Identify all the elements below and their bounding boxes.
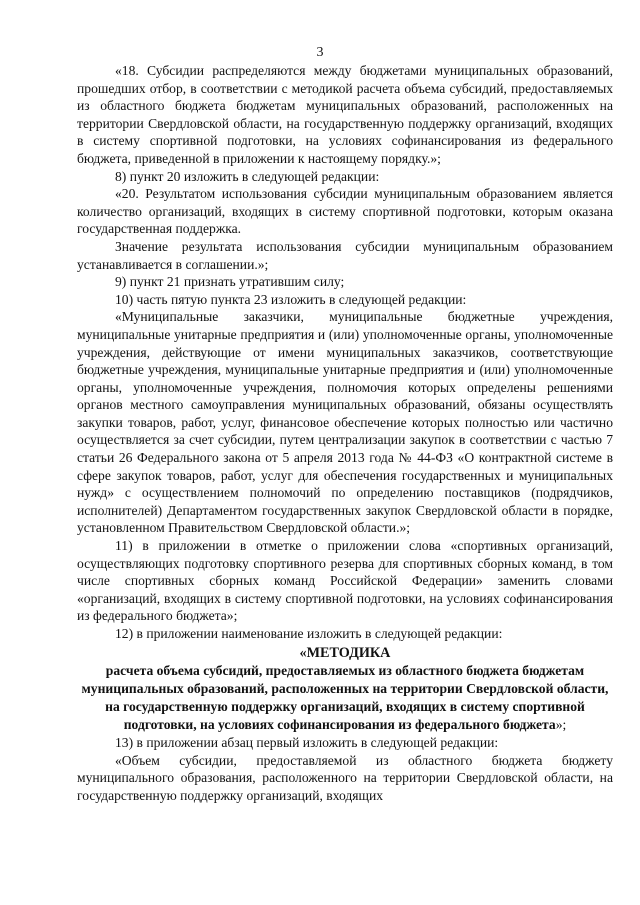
paragraph-procurement: «Муниципальные заказчики, муниципальные бюджетные учреждения, муниципальные унитарные предприятия и (или) уполномоченные органы, уполномоченные учреждения, действующие от имени муниципальных заказчиков, соответствующие бюджетные учреждения, муниципальные унитарные предприятия и (или) уполномоченные органы, уполномоченные учреждения, полномочия которых определены решениями органов местного самоуправления муниципальных образований, обязаны осуществлять закупки товаров, работ, услуг, финансовое обеспечение которых полностью или частично осуществляется за счет субсидии, путем централизации закупок в соответствии с частью 7 статьи 26 Федерального закона от 5 апреля 2013 года № 44-ФЗ «О контрактной системе в сфере закупок товаров, работ, услуг для обеспечения государственных и муниципальных нужд» с осуществлением полномочий по определению поставщиков (подрядчиков, исполнителей) Департаментом государственных закупок Свердловской области в порядке, установленном Правительством Свердловской области.»; — [77, 309, 613, 536]
methodology-heading — [77, 662, 613, 734]
paragraph-item-8: 8) пункт 20 изложить в следующей редакции: — [115, 168, 380, 184]
document-body — [77, 62, 613, 805]
paragraph-item-9: 9) пункт 21 признать утратившим силу; — [115, 274, 345, 290]
paragraph-subsidy-volume: «Объем субсидии, предоставляемой из областного бюджета бюджету муниципального образования, расположенного на территории Свердловской области, на государственную поддержку организаций, входящих — [77, 752, 613, 803]
page-number: 3 — [316, 45, 324, 60]
paragraph-item-10: 10) часть пятую пункта 23 изложить в следующей редакции: — [115, 291, 467, 307]
paragraph-result-value: Значение результата использования субсидии муниципальным образованием устанавливается в соглашении.»; — [77, 238, 613, 272]
paragraph-20: «20. Результатом использования субсидии муниципальным образованием является количество организаций, входящих в систему спортивной подготовки, которым оказана государственная поддержка. — [77, 186, 613, 237]
methodology-title: «МЕТОДИКА — [299, 644, 391, 661]
methodology-heading-text: расчета объема субсидий, предоставляемых из областного бюджета бюджетам муниципальных образований, расположенных на территории Свердловской области, на государственную поддержку организаций, входящих в систему спортивной подготовки, на условиях софинансирования из федерального бюджета — [81, 663, 609, 733]
methodology-heading-tail: »; — [555, 717, 567, 733]
paragraph-item-13: 13) в приложении абзац первый изложить в следующей редакции: — [115, 735, 499, 751]
paragraph-18: «18. Субсидии распределяются между бюджетами муниципальных образований, прошедших отбор, в соответствии с методикой расчета объема субсидий, предоставляемых из областного бюджета бюджетам муниципальных образований, расположенных на территории Свердловской области, на государственную поддержку организаций, входящих в систему спортивной подготовки, на условиях софинансирования из федерального бюджета, приведенной в приложении к настоящему порядку.»; — [77, 63, 613, 166]
paragraph-item-11: 11) в приложении в отметке о приложении слова «спортивных организаций, осуществляющих подготовку спортивного резерва для спортивных сборных команд, в том числе спортивных сборных команд Российской Федерации» заменить словами «организаций, входящих в систему спортивной подготовки, на условиях софинансирования из федерального бюджета»; — [77, 538, 613, 624]
paragraph-item-12: 12) в приложении наименование изложить в следующей редакции: — [115, 626, 503, 641]
